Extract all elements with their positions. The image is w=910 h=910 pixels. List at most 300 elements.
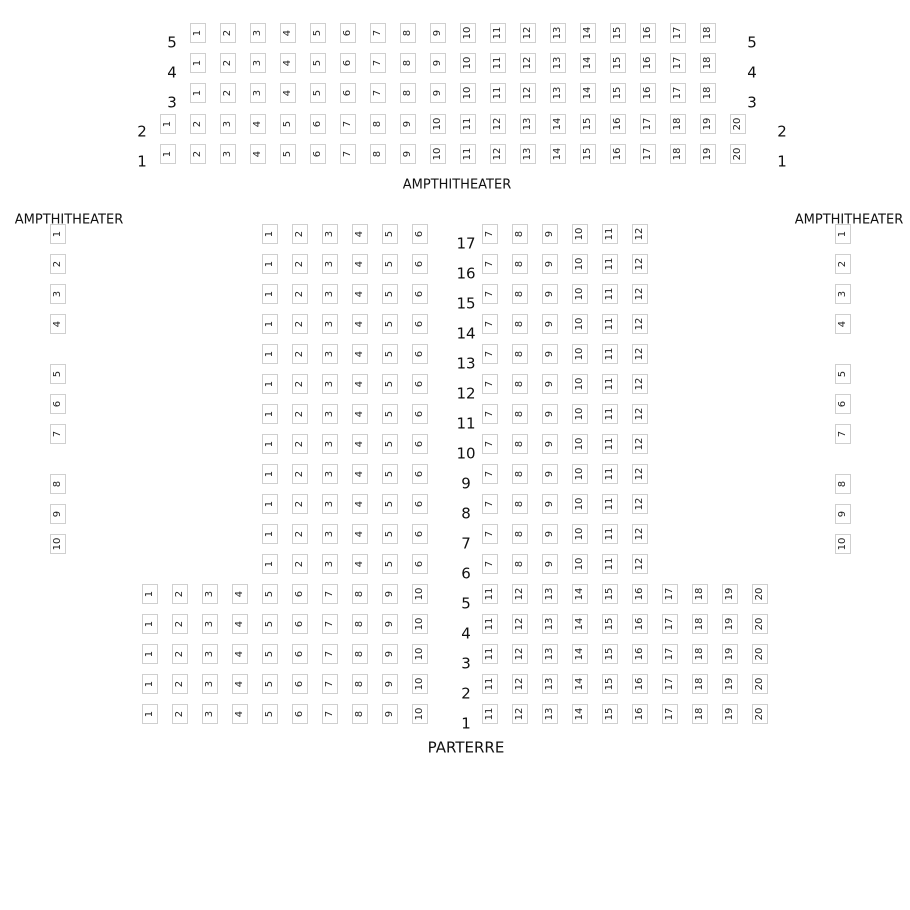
seat-parterre[interactable] bbox=[412, 404, 428, 424]
seat-amph-top[interactable] bbox=[310, 83, 326, 103]
seat-amph-top[interactable] bbox=[430, 53, 446, 73]
seat-parterre[interactable] bbox=[382, 494, 398, 514]
seat-amph-top[interactable] bbox=[550, 144, 566, 164]
seat-amph-top[interactable] bbox=[340, 83, 356, 103]
seat-amph-top[interactable] bbox=[700, 83, 716, 103]
seat-parterre[interactable] bbox=[382, 314, 398, 334]
seat-amph-top[interactable] bbox=[550, 53, 566, 73]
seat-parterre[interactable] bbox=[542, 614, 558, 634]
seat-parterre[interactable] bbox=[512, 284, 528, 304]
seat-parterre[interactable] bbox=[692, 674, 708, 694]
seat-amph-top[interactable] bbox=[460, 53, 476, 73]
seat-parterre[interactable] bbox=[572, 464, 588, 484]
seat-parterre[interactable] bbox=[412, 254, 428, 274]
seat-parterre[interactable] bbox=[382, 464, 398, 484]
seat-parterre[interactable] bbox=[482, 524, 498, 544]
seat-parterre[interactable] bbox=[352, 434, 368, 454]
seat-parterre[interactable] bbox=[632, 374, 648, 394]
seat-amph-top[interactable] bbox=[520, 144, 536, 164]
seat-parterre[interactable] bbox=[692, 644, 708, 664]
seat-parterre[interactable] bbox=[482, 254, 498, 274]
seat-parterre[interactable] bbox=[262, 494, 278, 514]
seat-amph-top[interactable] bbox=[490, 114, 506, 134]
seat-amph-top[interactable] bbox=[460, 114, 476, 134]
seat-parterre[interactable] bbox=[292, 704, 308, 724]
seat-parterre[interactable] bbox=[662, 704, 678, 724]
seat-amph-top[interactable] bbox=[400, 114, 416, 134]
seat-parterre[interactable] bbox=[542, 254, 558, 274]
seat-parterre[interactable] bbox=[202, 674, 218, 694]
seat-parterre[interactable] bbox=[572, 284, 588, 304]
seat-amph-top[interactable] bbox=[250, 53, 266, 73]
seat-parterre[interactable] bbox=[352, 704, 368, 724]
seat-amph-top[interactable] bbox=[580, 114, 596, 134]
seat-parterre[interactable] bbox=[262, 344, 278, 364]
seat-amph-top[interactable] bbox=[370, 83, 386, 103]
seat-parterre[interactable] bbox=[482, 344, 498, 364]
seat-parterre[interactable] bbox=[572, 614, 588, 634]
seat-parterre[interactable] bbox=[662, 614, 678, 634]
seat-parterre[interactable] bbox=[602, 314, 618, 334]
seat-amph-top[interactable] bbox=[520, 114, 536, 134]
seat-parterre[interactable] bbox=[482, 704, 498, 724]
seat-parterre[interactable] bbox=[662, 674, 678, 694]
seat-parterre[interactable] bbox=[482, 554, 498, 574]
seat-parterre[interactable] bbox=[482, 284, 498, 304]
seat-parterre[interactable] bbox=[352, 494, 368, 514]
seat-parterre[interactable] bbox=[542, 704, 558, 724]
seat-parterre[interactable] bbox=[752, 614, 768, 634]
seat-parterre[interactable] bbox=[322, 224, 338, 244]
seat-parterre[interactable] bbox=[412, 644, 428, 664]
seat-amph-right[interactable] bbox=[835, 254, 851, 274]
seat-parterre[interactable] bbox=[352, 464, 368, 484]
seat-parterre[interactable] bbox=[572, 584, 588, 604]
seat-parterre[interactable] bbox=[292, 584, 308, 604]
seat-parterre[interactable] bbox=[322, 404, 338, 424]
seat-parterre[interactable] bbox=[412, 554, 428, 574]
seat-parterre[interactable] bbox=[292, 284, 308, 304]
seat-parterre[interactable] bbox=[602, 344, 618, 364]
seat-parterre[interactable] bbox=[512, 524, 528, 544]
seat-parterre[interactable] bbox=[142, 584, 158, 604]
seat-parterre[interactable] bbox=[412, 344, 428, 364]
seat-parterre[interactable] bbox=[292, 674, 308, 694]
seat-parterre[interactable] bbox=[482, 374, 498, 394]
seat-parterre[interactable] bbox=[632, 254, 648, 274]
seat-amph-top[interactable] bbox=[250, 83, 266, 103]
seat-parterre[interactable] bbox=[572, 494, 588, 514]
seat-amph-top[interactable] bbox=[280, 53, 296, 73]
seat-parterre[interactable] bbox=[292, 464, 308, 484]
seat-parterre[interactable] bbox=[722, 704, 738, 724]
seat-amph-top[interactable] bbox=[310, 53, 326, 73]
seat-amph-top[interactable] bbox=[490, 23, 506, 43]
seat-parterre[interactable] bbox=[382, 254, 398, 274]
seat-amph-top[interactable] bbox=[610, 114, 626, 134]
seat-parterre[interactable] bbox=[542, 524, 558, 544]
seat-amph-top[interactable] bbox=[190, 114, 206, 134]
seat-parterre[interactable] bbox=[632, 464, 648, 484]
seat-parterre[interactable] bbox=[412, 494, 428, 514]
seat-amph-right[interactable] bbox=[835, 364, 851, 384]
seat-parterre[interactable] bbox=[172, 674, 188, 694]
seat-parterre[interactable] bbox=[412, 464, 428, 484]
seat-parterre[interactable] bbox=[412, 614, 428, 634]
seat-parterre[interactable] bbox=[482, 314, 498, 334]
seat-parterre[interactable] bbox=[322, 284, 338, 304]
seat-parterre[interactable] bbox=[202, 614, 218, 634]
seat-amph-left[interactable] bbox=[50, 364, 66, 384]
seat-parterre[interactable] bbox=[752, 584, 768, 604]
seat-parterre[interactable] bbox=[142, 644, 158, 664]
seat-parterre[interactable] bbox=[412, 314, 428, 334]
seat-parterre[interactable] bbox=[292, 644, 308, 664]
seat-parterre[interactable] bbox=[292, 494, 308, 514]
seat-amph-top[interactable] bbox=[430, 114, 446, 134]
seat-amph-right[interactable] bbox=[835, 534, 851, 554]
seat-parterre[interactable] bbox=[262, 584, 278, 604]
seat-parterre[interactable] bbox=[512, 674, 528, 694]
seat-amph-top[interactable] bbox=[700, 144, 716, 164]
seat-parterre[interactable] bbox=[602, 584, 618, 604]
seat-amph-left[interactable] bbox=[50, 504, 66, 524]
seat-parterre[interactable] bbox=[572, 704, 588, 724]
seat-amph-top[interactable] bbox=[370, 114, 386, 134]
seat-parterre[interactable] bbox=[292, 404, 308, 424]
seat-parterre[interactable] bbox=[322, 314, 338, 334]
seat-parterre[interactable] bbox=[232, 584, 248, 604]
seat-parterre[interactable] bbox=[382, 704, 398, 724]
seat-parterre[interactable] bbox=[722, 584, 738, 604]
seat-parterre[interactable] bbox=[172, 704, 188, 724]
seat-parterre[interactable] bbox=[262, 374, 278, 394]
seat-parterre[interactable] bbox=[352, 284, 368, 304]
seat-parterre[interactable] bbox=[512, 554, 528, 574]
seat-parterre[interactable] bbox=[542, 224, 558, 244]
seat-amph-top[interactable] bbox=[640, 23, 656, 43]
seat-parterre[interactable] bbox=[512, 584, 528, 604]
seat-amph-top[interactable] bbox=[220, 83, 236, 103]
seat-parterre[interactable] bbox=[512, 344, 528, 364]
seat-parterre[interactable] bbox=[292, 374, 308, 394]
seat-parterre[interactable] bbox=[542, 554, 558, 574]
seat-parterre[interactable] bbox=[632, 494, 648, 514]
seat-parterre[interactable] bbox=[352, 314, 368, 334]
seat-parterre[interactable] bbox=[482, 614, 498, 634]
seat-amph-top[interactable] bbox=[490, 53, 506, 73]
seat-parterre[interactable] bbox=[572, 404, 588, 424]
seat-parterre[interactable] bbox=[232, 674, 248, 694]
seat-amph-top[interactable] bbox=[370, 53, 386, 73]
seat-amph-top[interactable] bbox=[520, 83, 536, 103]
seat-parterre[interactable] bbox=[512, 494, 528, 514]
seat-parterre[interactable] bbox=[632, 284, 648, 304]
seat-amph-top[interactable] bbox=[250, 144, 266, 164]
seat-parterre[interactable] bbox=[512, 254, 528, 274]
seat-parterre[interactable] bbox=[322, 254, 338, 274]
seat-amph-top[interactable] bbox=[460, 23, 476, 43]
seat-parterre[interactable] bbox=[572, 644, 588, 664]
seat-parterre[interactable] bbox=[142, 614, 158, 634]
seat-amph-top[interactable] bbox=[340, 144, 356, 164]
seat-amph-top[interactable] bbox=[700, 114, 716, 134]
seat-amph-top[interactable] bbox=[310, 144, 326, 164]
seat-parterre[interactable] bbox=[142, 704, 158, 724]
seat-parterre[interactable] bbox=[722, 614, 738, 634]
seat-parterre[interactable] bbox=[322, 584, 338, 604]
seat-amph-top[interactable] bbox=[280, 144, 296, 164]
seat-parterre[interactable] bbox=[202, 584, 218, 604]
seat-amph-top[interactable] bbox=[250, 23, 266, 43]
seat-amph-top[interactable] bbox=[520, 23, 536, 43]
seat-parterre[interactable] bbox=[172, 584, 188, 604]
seat-amph-right[interactable] bbox=[835, 284, 851, 304]
seat-amph-top[interactable] bbox=[310, 114, 326, 134]
seat-parterre[interactable] bbox=[412, 584, 428, 604]
seat-amph-top[interactable] bbox=[340, 23, 356, 43]
seat-parterre[interactable] bbox=[542, 434, 558, 454]
seat-amph-top[interactable] bbox=[280, 23, 296, 43]
seat-parterre[interactable] bbox=[542, 374, 558, 394]
seat-amph-right[interactable] bbox=[835, 314, 851, 334]
seat-parterre[interactable] bbox=[142, 674, 158, 694]
seat-parterre[interactable] bbox=[602, 374, 618, 394]
seat-amph-top[interactable] bbox=[670, 114, 686, 134]
seat-parterre[interactable] bbox=[322, 434, 338, 454]
seat-parterre[interactable] bbox=[322, 344, 338, 364]
seat-parterre[interactable] bbox=[572, 524, 588, 544]
seat-parterre[interactable] bbox=[382, 284, 398, 304]
seat-parterre[interactable] bbox=[752, 644, 768, 664]
seat-amph-top[interactable] bbox=[400, 144, 416, 164]
seat-parterre[interactable] bbox=[382, 404, 398, 424]
seat-parterre[interactable] bbox=[602, 644, 618, 664]
seat-amph-top[interactable] bbox=[430, 83, 446, 103]
seat-amph-right[interactable] bbox=[835, 424, 851, 444]
seat-parterre[interactable] bbox=[292, 344, 308, 364]
seat-parterre[interactable] bbox=[412, 434, 428, 454]
seat-parterre[interactable] bbox=[382, 644, 398, 664]
seat-amph-top[interactable] bbox=[430, 23, 446, 43]
seat-amph-top[interactable] bbox=[670, 83, 686, 103]
seat-parterre[interactable] bbox=[632, 224, 648, 244]
seat-parterre[interactable] bbox=[352, 584, 368, 604]
seat-amph-left[interactable] bbox=[50, 284, 66, 304]
seat-amph-top[interactable] bbox=[490, 144, 506, 164]
seat-parterre[interactable] bbox=[482, 494, 498, 514]
seat-amph-top[interactable] bbox=[700, 53, 716, 73]
seat-parterre[interactable] bbox=[572, 224, 588, 244]
seat-parterre[interactable] bbox=[352, 404, 368, 424]
seat-amph-top[interactable] bbox=[220, 23, 236, 43]
seat-parterre[interactable] bbox=[542, 674, 558, 694]
seat-amph-top[interactable] bbox=[520, 53, 536, 73]
seat-amph-top[interactable] bbox=[610, 23, 626, 43]
seat-amph-top[interactable] bbox=[460, 144, 476, 164]
seat-amph-top[interactable] bbox=[220, 144, 236, 164]
seat-parterre[interactable] bbox=[482, 464, 498, 484]
seat-amph-top[interactable] bbox=[670, 144, 686, 164]
seat-amph-top[interactable] bbox=[160, 114, 176, 134]
seat-parterre[interactable] bbox=[172, 644, 188, 664]
seat-parterre[interactable] bbox=[632, 344, 648, 364]
seat-amph-left[interactable] bbox=[50, 314, 66, 334]
seat-parterre[interactable] bbox=[262, 434, 278, 454]
seat-parterre[interactable] bbox=[542, 644, 558, 664]
seat-parterre[interactable] bbox=[632, 404, 648, 424]
seat-parterre[interactable] bbox=[542, 584, 558, 604]
seat-parterre[interactable] bbox=[262, 464, 278, 484]
seat-parterre[interactable] bbox=[382, 224, 398, 244]
seat-parterre[interactable] bbox=[382, 344, 398, 364]
seat-parterre[interactable] bbox=[382, 524, 398, 544]
seat-parterre[interactable] bbox=[512, 704, 528, 724]
seat-parterre[interactable] bbox=[352, 224, 368, 244]
seat-parterre[interactable] bbox=[202, 704, 218, 724]
seat-parterre[interactable] bbox=[322, 644, 338, 664]
seat-parterre[interactable] bbox=[482, 404, 498, 424]
seat-amph-top[interactable] bbox=[190, 83, 206, 103]
seat-amph-top[interactable] bbox=[400, 23, 416, 43]
seat-parterre[interactable] bbox=[352, 374, 368, 394]
seat-amph-right[interactable] bbox=[835, 474, 851, 494]
seat-amph-top[interactable] bbox=[670, 23, 686, 43]
seat-amph-left[interactable] bbox=[50, 534, 66, 554]
seat-amph-top[interactable] bbox=[730, 144, 746, 164]
seat-amph-top[interactable] bbox=[580, 53, 596, 73]
seat-parterre[interactable] bbox=[542, 314, 558, 334]
seat-parterre[interactable] bbox=[262, 224, 278, 244]
seat-parterre[interactable] bbox=[382, 614, 398, 634]
seat-parterre[interactable] bbox=[572, 674, 588, 694]
seat-amph-top[interactable] bbox=[190, 144, 206, 164]
seat-parterre[interactable] bbox=[512, 644, 528, 664]
seat-parterre[interactable] bbox=[262, 614, 278, 634]
seat-amph-top[interactable] bbox=[730, 114, 746, 134]
seat-parterre[interactable] bbox=[202, 644, 218, 664]
seat-parterre[interactable] bbox=[512, 374, 528, 394]
seat-parterre[interactable] bbox=[602, 404, 618, 424]
seat-parterre[interactable] bbox=[602, 494, 618, 514]
seat-parterre[interactable] bbox=[662, 584, 678, 604]
seat-parterre[interactable] bbox=[412, 674, 428, 694]
seat-parterre[interactable] bbox=[382, 434, 398, 454]
seat-parterre[interactable] bbox=[572, 254, 588, 274]
seat-parterre[interactable] bbox=[632, 674, 648, 694]
seat-parterre[interactable] bbox=[512, 314, 528, 334]
seat-parterre[interactable] bbox=[752, 674, 768, 694]
seat-parterre[interactable] bbox=[602, 614, 618, 634]
seat-parterre[interactable] bbox=[412, 374, 428, 394]
seat-amph-top[interactable] bbox=[280, 114, 296, 134]
seat-parterre[interactable] bbox=[322, 614, 338, 634]
seat-amph-top[interactable] bbox=[340, 53, 356, 73]
seat-amph-top[interactable] bbox=[550, 83, 566, 103]
seat-parterre[interactable] bbox=[382, 674, 398, 694]
seat-amph-right[interactable] bbox=[835, 394, 851, 414]
seat-parterre[interactable] bbox=[602, 524, 618, 544]
seat-parterre[interactable] bbox=[632, 704, 648, 724]
seat-parterre[interactable] bbox=[602, 554, 618, 574]
seat-amph-top[interactable] bbox=[700, 23, 716, 43]
seat-amph-top[interactable] bbox=[190, 53, 206, 73]
seat-parterre[interactable] bbox=[232, 644, 248, 664]
seat-parterre[interactable] bbox=[262, 314, 278, 334]
seat-parterre[interactable] bbox=[262, 704, 278, 724]
seat-parterre[interactable] bbox=[412, 224, 428, 244]
seat-parterre[interactable] bbox=[692, 614, 708, 634]
seat-amph-top[interactable] bbox=[220, 53, 236, 73]
seat-parterre[interactable] bbox=[262, 254, 278, 274]
seat-parterre[interactable] bbox=[262, 644, 278, 664]
seat-parterre[interactable] bbox=[722, 644, 738, 664]
seat-parterre[interactable] bbox=[412, 704, 428, 724]
seat-parterre[interactable] bbox=[352, 524, 368, 544]
seat-amph-top[interactable] bbox=[670, 53, 686, 73]
seat-amph-top[interactable] bbox=[460, 83, 476, 103]
seat-parterre[interactable] bbox=[542, 464, 558, 484]
seat-amph-top[interactable] bbox=[430, 144, 446, 164]
seat-parterre[interactable] bbox=[352, 674, 368, 694]
seat-amph-top[interactable] bbox=[580, 144, 596, 164]
seat-amph-top[interactable] bbox=[370, 23, 386, 43]
seat-parterre[interactable] bbox=[482, 674, 498, 694]
seat-parterre[interactable] bbox=[352, 644, 368, 664]
seat-parterre[interactable] bbox=[482, 434, 498, 454]
seat-parterre[interactable] bbox=[412, 524, 428, 544]
seat-parterre[interactable] bbox=[292, 524, 308, 544]
seat-parterre[interactable] bbox=[632, 314, 648, 334]
seat-amph-right[interactable] bbox=[835, 504, 851, 524]
seat-parterre[interactable] bbox=[572, 434, 588, 454]
seat-amph-top[interactable] bbox=[160, 144, 176, 164]
seat-parterre[interactable] bbox=[352, 344, 368, 364]
seat-parterre[interactable] bbox=[292, 314, 308, 334]
seat-parterre[interactable] bbox=[262, 524, 278, 544]
seat-parterre[interactable] bbox=[572, 374, 588, 394]
seat-parterre[interactable] bbox=[602, 704, 618, 724]
seat-parterre[interactable] bbox=[322, 554, 338, 574]
seat-amph-top[interactable] bbox=[400, 53, 416, 73]
seat-parterre[interactable] bbox=[632, 584, 648, 604]
seat-parterre[interactable] bbox=[542, 284, 558, 304]
seat-parterre[interactable] bbox=[172, 614, 188, 634]
seat-parterre[interactable] bbox=[412, 284, 428, 304]
seat-parterre[interactable] bbox=[572, 344, 588, 364]
seat-amph-top[interactable] bbox=[370, 144, 386, 164]
seat-amph-top[interactable] bbox=[310, 23, 326, 43]
seat-parterre[interactable] bbox=[542, 494, 558, 514]
seat-amph-top[interactable] bbox=[340, 114, 356, 134]
seat-parterre[interactable] bbox=[602, 464, 618, 484]
seat-parterre[interactable] bbox=[262, 404, 278, 424]
seat-parterre[interactable] bbox=[262, 554, 278, 574]
seat-parterre[interactable] bbox=[632, 434, 648, 454]
seat-parterre[interactable] bbox=[232, 614, 248, 634]
seat-amph-top[interactable] bbox=[490, 83, 506, 103]
seat-parterre[interactable] bbox=[602, 434, 618, 454]
seat-parterre[interactable] bbox=[352, 554, 368, 574]
seat-parterre[interactable] bbox=[262, 674, 278, 694]
seat-amph-top[interactable] bbox=[220, 114, 236, 134]
seat-parterre[interactable] bbox=[322, 674, 338, 694]
seat-amph-top[interactable] bbox=[580, 83, 596, 103]
seat-amph-top[interactable] bbox=[580, 23, 596, 43]
seat-amph-top[interactable] bbox=[550, 23, 566, 43]
seat-parterre[interactable] bbox=[602, 224, 618, 244]
seat-amph-top[interactable] bbox=[280, 83, 296, 103]
